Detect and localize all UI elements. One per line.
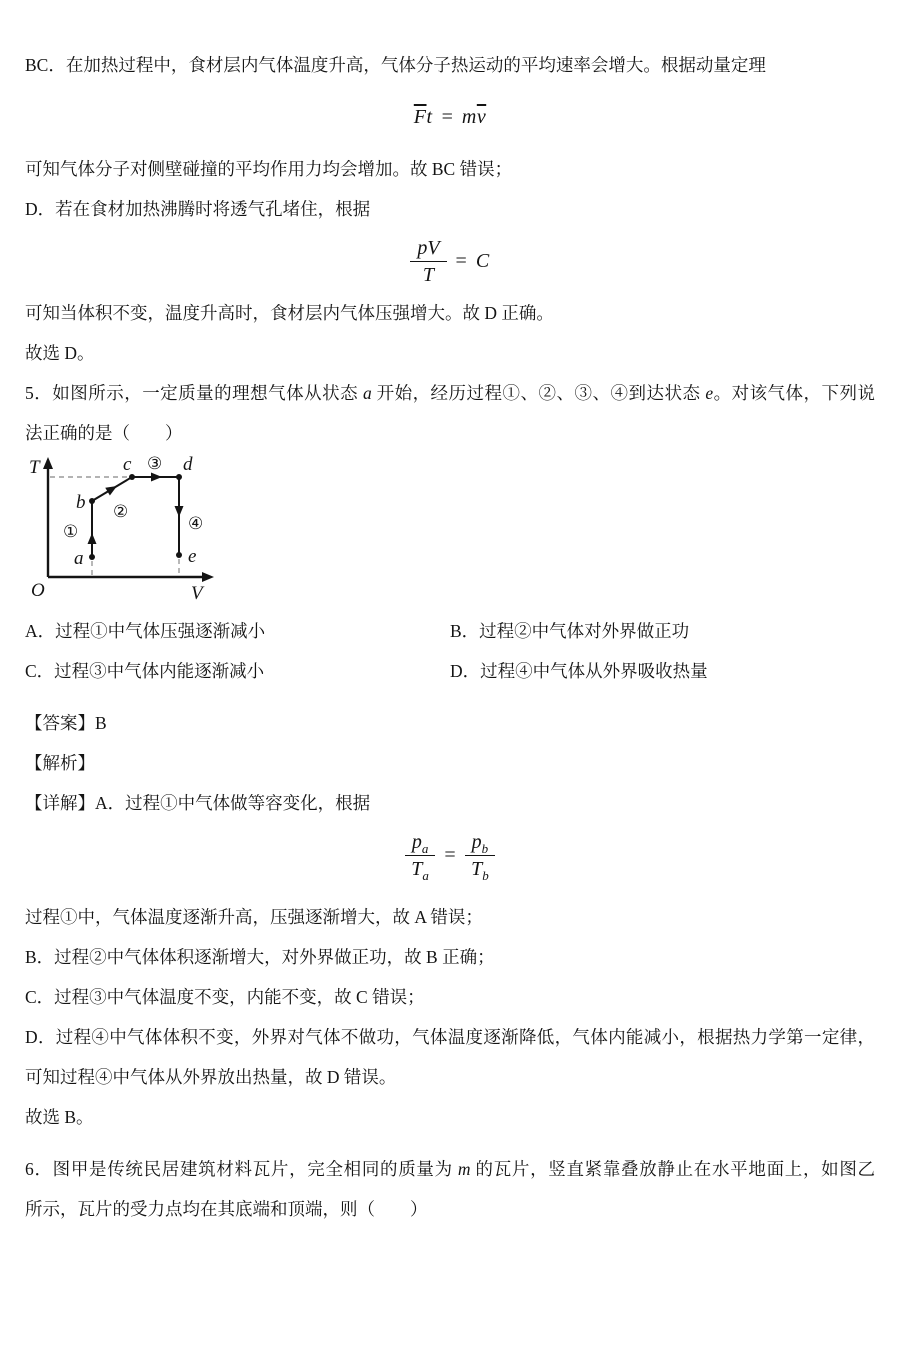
question6-stem-line1 xyxy=(25,1149,875,1189)
point-e-label: e xyxy=(188,546,197,567)
explanation-d-line2: 可知过程④中气体从外界放出热量，故 D 错误。 xyxy=(25,1067,397,1087)
point-e-dot xyxy=(176,552,182,558)
detail-intro-line: 【详解】A．过程①中气体做等容变化，根据 xyxy=(25,793,371,813)
v-axis-arrow xyxy=(202,572,214,582)
q5-stem-var-e: e xyxy=(705,383,714,403)
explanation-a: 过程①中，气体温度逐渐升高，压强逐渐增大，故 A 错误； xyxy=(25,907,483,927)
options-row-1 xyxy=(25,611,875,651)
point-b-dot xyxy=(89,498,95,504)
q5-stem-seg1: 5．如图所示，一定质量的理想气体从状态 xyxy=(25,383,363,403)
process2-label: ② xyxy=(113,502,129,521)
process-path xyxy=(92,477,179,557)
process3-label: ③ xyxy=(147,454,163,473)
formula-momentum-theorem xyxy=(25,85,875,149)
formula-isochoric-equals: = xyxy=(444,843,456,866)
answer-line: 【答案】B xyxy=(25,713,107,733)
options-row-2 xyxy=(25,651,875,691)
formula-Tb-base: T xyxy=(471,857,483,880)
process4-arrow xyxy=(175,506,184,517)
v-axis-label: V xyxy=(191,583,203,603)
question5-stem-line1 xyxy=(25,373,875,413)
formula-pb-base: p xyxy=(471,830,482,853)
q5-stem-var-a: a xyxy=(362,383,372,403)
formula-gas-law-equals: = xyxy=(455,249,467,272)
question6-stem-line2: 所示，瓦片的受力点均在其底端和顶端，则（ ） xyxy=(25,1199,428,1219)
formula-isochoric-right-fraction xyxy=(465,830,496,881)
tv-diagram xyxy=(25,453,255,603)
formula-momentum-t: t xyxy=(426,105,433,128)
point-c-label: c xyxy=(123,454,132,475)
point-a-dot xyxy=(89,554,95,560)
point-a-label: a xyxy=(74,548,84,569)
q6-stem-var-m: m xyxy=(457,1159,471,1179)
formula-pb-sub: b xyxy=(481,840,489,856)
option-c: C．过程③中气体内能逐渐减小 xyxy=(25,661,265,681)
formula-gas-law-fraction xyxy=(410,236,446,287)
analysis-line: 【解析】 xyxy=(25,753,95,773)
formula-gas-law-numerator: pV xyxy=(410,236,446,262)
q6-stem-seg1: 6．图甲是传统民居建筑材料瓦片，完全相同的质量为 xyxy=(25,1159,458,1179)
process3-arrow xyxy=(151,473,162,482)
q5-stem-seg3: 。对该气体，下列说 xyxy=(713,383,876,403)
formula-pa-sub: a xyxy=(421,840,429,856)
solution4-final-choice: 故选 D。 xyxy=(25,343,95,363)
formula-Ta-sub: a xyxy=(422,867,429,883)
formula-pa-base: p xyxy=(411,830,422,853)
formula-momentum-equals: = xyxy=(441,105,453,128)
formula-Ta-base: T xyxy=(411,857,423,880)
explanation-d-line1: D．过程④中气体体积不变，外界对气体不做功，气体温度逐渐降低，气体内能减小，根据热力学第一定律， xyxy=(25,1027,875,1047)
formula-momentum-m: m xyxy=(461,105,477,128)
process4-label: ④ xyxy=(188,514,204,533)
tv-diagram-block xyxy=(25,453,875,603)
formula-gas-law xyxy=(25,229,875,293)
q6-stem-seg2: 的瓦片，竖直紧靠叠放静止在水平地面上，如图乙 xyxy=(470,1159,876,1179)
point-b-label: b xyxy=(76,492,86,513)
formula-Tb-sub: b xyxy=(482,867,489,883)
point-d-label: d xyxy=(183,454,193,475)
process1-arrow xyxy=(88,533,97,544)
process2-arrow xyxy=(105,482,119,495)
formula-isochoric-left-fraction xyxy=(405,830,436,881)
solution4-line-d-conclusion: 可知当体积不变，温度升高时，食材层内气体压强增大。故 D 正确。 xyxy=(25,303,554,323)
option-d: D．过程④中气体从外界吸收热量 xyxy=(450,661,708,681)
formula-momentum-v: $\overline{v}$ xyxy=(476,105,487,128)
formula-gas-law-denominator: T xyxy=(422,263,434,286)
solution4-line-bc: BC．在加热过程中，食材层内气体温度升高，气体分子热运动的平均速率会增大。根据动量定理 xyxy=(25,55,766,75)
option-a: A．过程①中气体压强逐渐减小 xyxy=(25,621,266,641)
solution4-line-d: D．若在食材加热沸腾时将透气孔堵住，根据 xyxy=(25,199,371,219)
formula-isochoric xyxy=(25,823,875,887)
q5-stem-seg2: 开始，经历过程①、②、③、④到达状态 xyxy=(371,383,706,403)
t-axis-arrow xyxy=(43,457,53,469)
option-b: B．过程②中气体对外界做正功 xyxy=(450,621,690,641)
question5-final-choice: 故选 B。 xyxy=(25,1107,94,1127)
question5-stem-line2: 法正确的是（ ） xyxy=(25,423,183,443)
process1-label: ① xyxy=(63,522,79,541)
point-d-dot xyxy=(176,474,182,480)
explanation-c: C．过程③中气体温度不变，内能不变，故 C 错误； xyxy=(25,987,425,1007)
solution4-line-bc-conclusion: 可知气体分子对侧壁碰撞的平均作用力均会增加。故 BC 错误； xyxy=(25,159,513,179)
formula-gas-law-constant: C xyxy=(475,249,490,272)
formula-momentum-F: $\overline{F}$ xyxy=(413,105,427,128)
explanation-b: B．过程②中气体体积逐渐增大，对外界做正功，故 B 正确； xyxy=(25,947,495,967)
t-axis-label: T xyxy=(29,457,40,478)
origin-label: O xyxy=(31,580,45,601)
